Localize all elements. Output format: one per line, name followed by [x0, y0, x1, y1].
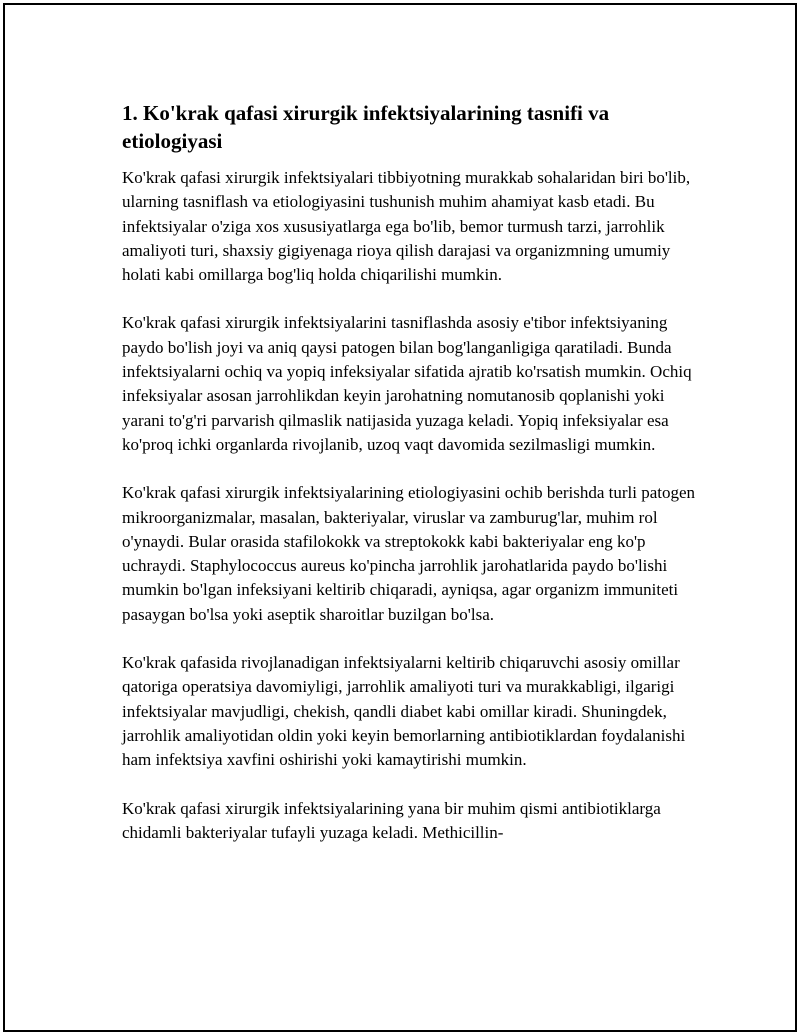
paragraph-risk-factors: Ko'krak qafasida rivojlanadigan infektsiyalarni keltirib chiqaruvchi asosiy omillar qatoriga operatsiya davomiyligi, jarrohlik amaliyoti turi va murakkabligi, ilgarigi infektsiyalar mavjudligi, chekish, qandli diabet kabi omillar kiradi. Shuningdek, jarrohlik amaliyotidan oldin yoki keyin bemorlarning antibiotiklardan foydalanishi ham infektsiya xavfini oshirishi yoki kamaytirishi mumkin. [122, 653, 686, 770]
document-body [122, 99, 702, 869]
paragraph-classification-intro: Ko'krak qafasi xirurgik infektsiyalari tibbiyotning murakkab sohalaridan biri bo'lib, ularning tasniflash va etiologiyasini tushunish muhim ahamiyat kasb etadi. Bu infektsiyalar o'ziga xos xususiyatlarga ega bo'lib, bemor turmush tarzi, jarrohlik amaliyoti turi, shaxsiy gigiyenaga rioya qilish darajasi va organizmning umumiy holati kabi omillarga bog'liq holda chiqarilishi mumkin. [122, 168, 691, 285]
paragraph-resistant-bacteria: Ko'krak qafasi xirurgik infektsiyalarining yana bir muhim qismi antibiotiklarga chidamli bakteriyalar tufayli yuzaga keladi. Methicillin- [122, 798, 661, 842]
page-frame [3, 3, 797, 1032]
paragraph-etiology: Ko'krak qafasi xirurgik infektsiyalarining etiologiyasini ochib berishda turli patogen mikroorganizmalar, masalan, bakteriyalar, viruslar va zamburug'lar, muhim rol o'ynaydi. Bular orasida stafilokokk va streptokokk kabi bakteriyalar eng ko'p uchraydi. Staphylococcus aureus ko'pincha jarrohlik jarohatlarida paydo bo'lishi mumkin bo'lgan infeksiyani keltirib chiqaradi, ayniqsa, agar organizm immuniteti pasaygan bo'lsa yoki aseptik sharoitlar buzilgan bo'lsa. [122, 483, 696, 624]
section-heading: 1. Ko'krak qafasi xirurgik infektsiyalarining tasnifi va etiologiyasi [122, 101, 610, 153]
paragraph-classification: Ko'krak qafasi xirurgik infektsiyalarini tasniflashda asosiy e'tibor infektsiyaning paydo bo'lish joyi va aniq qaysi patogen bilan bog'langanligiga qaratiladi. Bunda infektsiyalarni ochiq va yopiq infeksiyalar sifatida ajratib ko'rsatish mumkin. Ochiq infeksiyalar asosan jarrohlikdan keyin jarohatning nomutanosib qoplanishi yoki yarani to'g'ri parvarish qilmaslik natijasida yuzaga keladi. Yopiq infeksiyalar esa ko'proq ichki organlarda rivojlanib, uzoq vaqt davomida sezilmasligi mumkin. [122, 313, 692, 454]
